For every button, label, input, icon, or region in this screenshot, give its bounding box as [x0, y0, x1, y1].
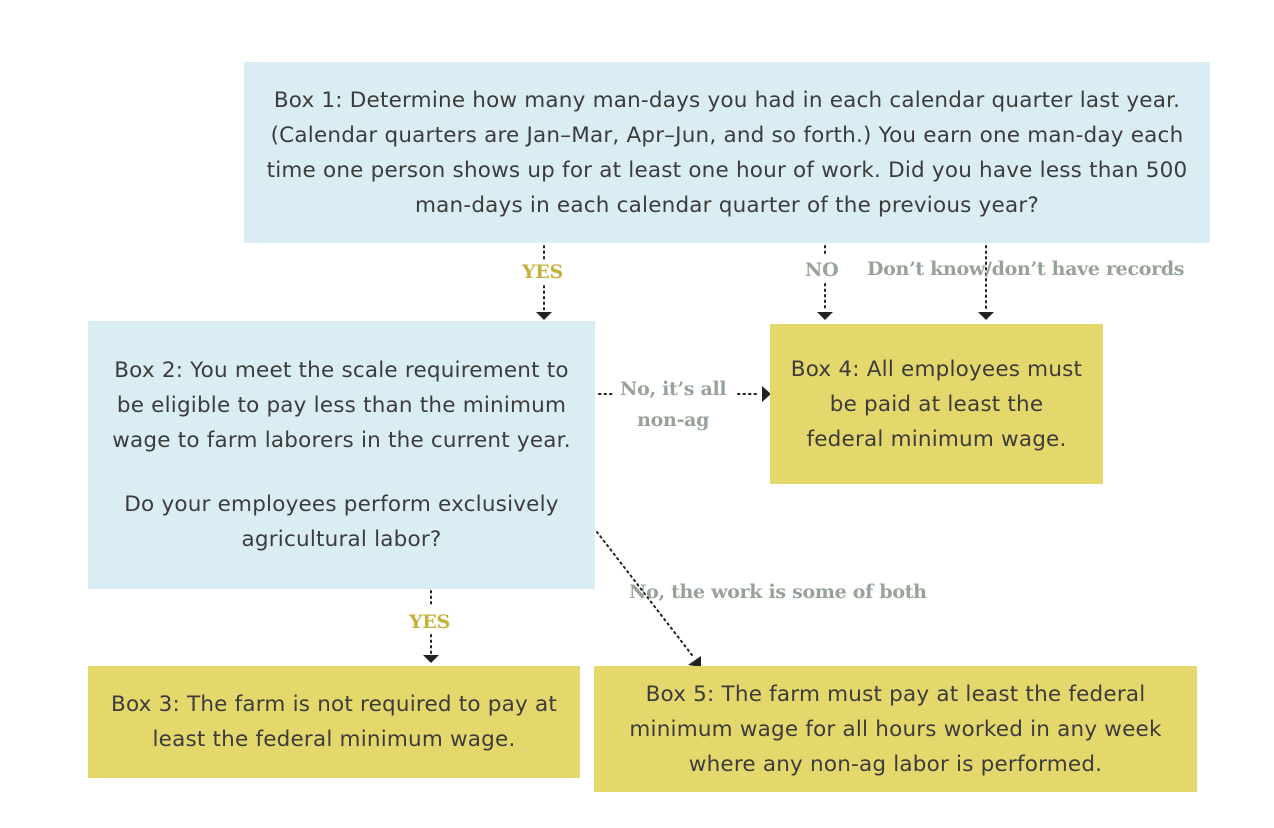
box-1-text: Box 1: Determine how many man-days you had in each calendar quarter last year. (Calendar quarters are Jan–Mar, Apr–Jun, and so forth.) You earn one man-day each time one person shows up for at least one hour of work. Did you have less than 500 man-days in each calendar quarter of the previous year?: [266, 87, 1188, 218]
label-yes-1: YES: [522, 261, 563, 283]
label-yes-2: YES: [409, 611, 450, 633]
box-5-text: Box 5: The farm must pay at least the federal minimum wage for all hours worked in any week where any non-ag labor is performed.: [629, 681, 1162, 777]
label-no-non-ag: [620, 377, 726, 432]
arrowhead-box4-no: [817, 312, 833, 320]
arrowhead-box4-dontknow: [978, 312, 994, 320]
box-5: [594, 666, 1197, 792]
label-no-non-ag-line1: No, it’s all: [620, 378, 727, 400]
box-3: [88, 666, 580, 778]
box-3-text: Box 3: The farm is not required to pay at least the federal minimum wage.: [111, 692, 557, 752]
label-dont-know: Don’t know/don’t have records: [867, 258, 1185, 280]
arrowhead-box2-yes: [536, 312, 552, 320]
arrowhead-box3-yes: [423, 655, 439, 663]
label-no-non-ag-line2: non-ag: [637, 409, 710, 431]
box-2: [88, 321, 595, 589]
box-1: [244, 62, 1210, 243]
label-no-1: NO: [805, 259, 839, 281]
box-4-text: Box 4: All employees must be paid at least the federal minimum wage.: [790, 356, 1083, 452]
box-2-question: Do your employees perform exclusively agricultural labor?: [124, 492, 559, 552]
label-no-both: No, the work is some of both: [629, 581, 927, 603]
box-4: [770, 324, 1103, 484]
box-2-text: Box 2: You meet the scale requirement to be eligible to pay less than the minimum wage to farm laborers in the current year.: [112, 358, 571, 453]
